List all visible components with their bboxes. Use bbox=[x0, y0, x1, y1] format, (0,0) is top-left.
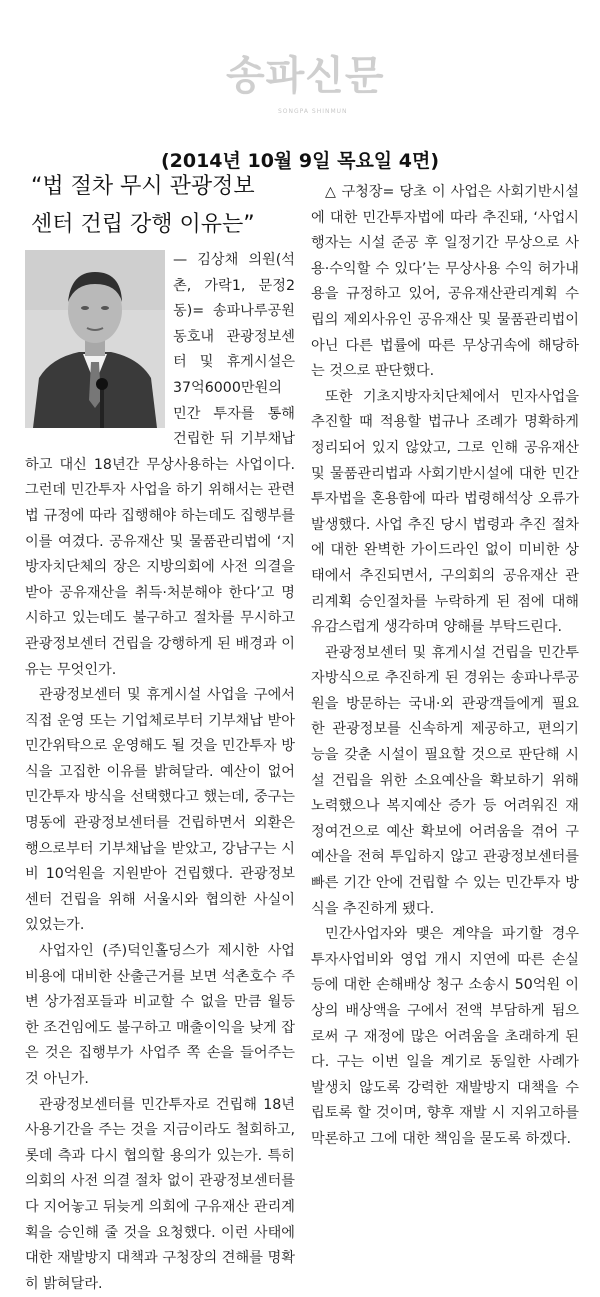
portrait-image bbox=[25, 250, 165, 428]
newspaper-logo-subtext: SONGPA SHINMUN bbox=[278, 108, 348, 115]
right-paragraph-1-text: 당초 이 사업은 사회기반시설에 대한 민간투자법에 따라 추진돼, ‘사업시행자는 시설 준공 후 일정기간 무상으로 사용·수익할 수 있다’는 무상사용 수익 허가내용을 규정하고 있어, 공유재산관리계획 수립의 제외사유인 공유재산 및 물품관리법이 아닌 다른 법률에 따른 무상귀속에 해당하는 것으로 판단했다. bbox=[311, 184, 579, 380]
left-paragraph-2: 관광정보센터 및 휴게시설 사업을 구에서 직접 운영 또는 기업체로부터 기부채납 받아 민간위탁으로 운영해도 될 것을 민간투자 방식을 고집한 이유를 밝혀달라. 예산이 없어 민간투자 방식을 선택했다고 했는데, 중구는 명동에 관광정보센터를 건립하면서 외환은행으로부터 기부채납을 받았고, 강남구는 시비 10억원을 지원받아 건립했다. 관광정보센터 건립을 위해 서울시와 협의한 사실이 있었는가. bbox=[25, 687, 295, 934]
councillor-photo bbox=[25, 250, 165, 428]
answer-lead: △ 구청장= bbox=[325, 184, 400, 200]
newspaper-logo: 송파신문 bbox=[226, 53, 385, 99]
left-paragraph-1: 송파나루공원 동호내 관광정보센터 및 휴게시설은 37억6000만원의 민간 투자를 통해 건립한 뒤 기부채납하고 대신 18년간 무상사용하는 사업이다. 그런데 민간투자 사업을 하기 위해서는 관련 법 규정에 따라 집행해야 하는데도 집행부를 이를 여겼다. 공유재산 및 물품관리법에 ‘지방자치단체의 장은 지방의회에 사전 의결을 받아 공유재산을 취득·처분해야 한다’고 명시하고 있는데도 불구하고 절차를 무시하고 관광정보센터 건립을 강행하게 된 배경과 이유는 무엇인가. bbox=[25, 303, 295, 678]
article-left-column bbox=[25, 168, 295, 1297]
left-paragraph-4: 관광정보센터를 민간투자로 건립해 18년 사용기간을 주는 것을 지금이라도 철회하고, 롯데 측과 다시 협의할 용의가 있는가. 특히 의회의 사전 의결 절차 없이 관광정보센터를 다 지어놓고 뒤늦게 의회에 구유재산 관리계획을 승인해 줄 것을 요청했다. 이런 사태에 대한 재발방지 대책과 구청장의 견해를 명확히 밝혀달라. bbox=[25, 1096, 295, 1292]
right-paragraph-4: 민간사업자와 맺은 계약을 파기할 경우 투자사업비와 영업 개시 지연에 따른 손실 등에 대한 손해배상 청구 소송시 50억원 이상의 배상액을 구에서 전액 부담하게 됨으로써 구 재정에 많은 어려움을 초래하게 된다. 구는 이번 일을 계기로 동일한 사례가 발생치 않도록 강력한 재발방지 대책을 수립토록 할 것이며, 향후 재발 시 지위고하를 막론하고 그에 대한 책임을 묻도록 하겠다. bbox=[311, 926, 579, 1147]
right-paragraph-2: 또한 기초지방자치단체에서 민자사업을 추진할 때 적용할 법규나 조례가 명확하게 정리되어 있지 않았고, 그로 인해 공유재산 및 물품관리법과 사회기반시설에 대한 민간투자법을 혼용함에 따라 법령해석상 오류가 발생했다. 사업 추진 당시 법령과 추진 절차에 대한 완벽한 가이드라인 없이 미비한 상태에서 추진되면서, 구의회의 공유재산 관리계획 승인절차를 누락하게 된 점에 대해 유감스럽게 생각하며 양해를 부탁드린다. bbox=[311, 388, 579, 636]
article-headline bbox=[31, 168, 295, 244]
article-right-column bbox=[311, 180, 579, 1153]
masthead bbox=[0, 0, 600, 120]
right-paragraph-3: 관광정보센터 및 휴게시설 건립을 민간투자방식으로 추진하게 된 경위는 송파나루공원을 방문하는 국내·외 관광객들에게 필요한 관광정보를 신속하게 제공하고, 편의기능을 갖춘 시설이 필요할 것으로 판단해 시설 건립을 위한 소요예산을 확보하기 위해 노력했으나 복지예산 증가 등 어려워진 재정여건으로 예산 확보에 어려움을 겪어 구 예산을 전혀 투입하지 않고 관광정보센터를 빠른 기간 안에 건립할 수 있는 민간투자 방식을 추진하게 됐다. bbox=[311, 644, 579, 917]
byline-text: — 김상채 의원(석촌, 가락1, 문정2동)= bbox=[173, 252, 295, 320]
headline-line-1: “법 절차 무시 관광정보 bbox=[31, 174, 255, 199]
dateline: (2014년 10월 9일 목요일 4면) bbox=[160, 150, 440, 172]
headline-line-2: 센터 건립 강행 이유는” bbox=[31, 212, 255, 237]
right-paragraph-1 bbox=[311, 180, 579, 385]
left-paragraph-3: 사업자인 (주)덕인홀딩스가 제시한 사업비용에 대비한 산출근거를 보면 석촌호수 주변 상가점포들과 비교할 수 없을 만큼 월등한 조건임에도 불구하고 매출이익을 낮게 잡은 것은 집행부가 사업주 쪽 손을 들어주는 것 아닌가. bbox=[25, 943, 295, 1087]
